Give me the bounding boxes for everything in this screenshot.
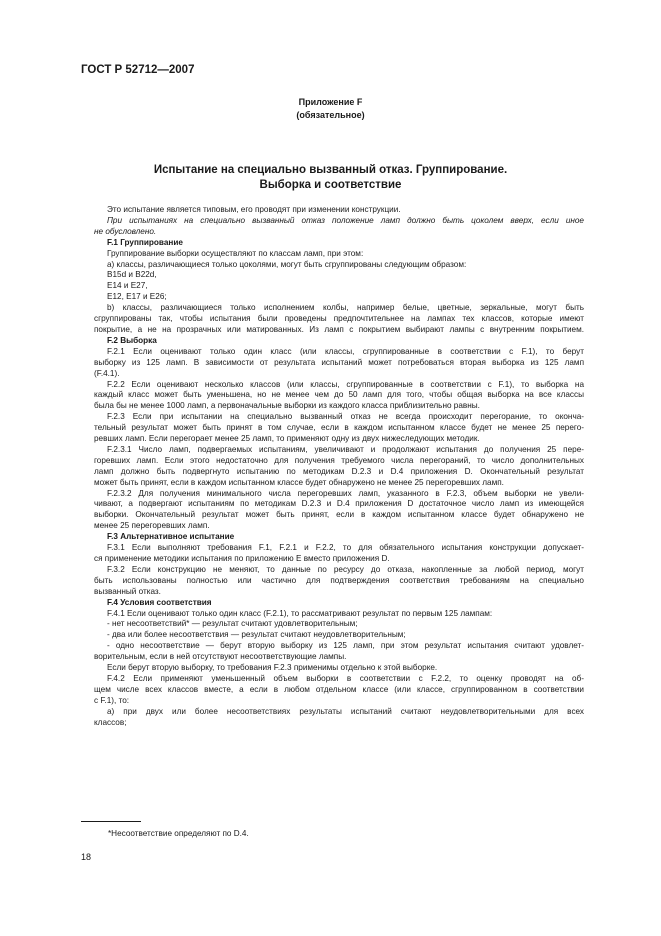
text-line: F.4.1 Если оценивают только один класс (F.2.1), то рассматривают результат по первым 125 лампам:: [107, 608, 493, 618]
text-line: (F.4.1).: [94, 368, 120, 378]
text-line: F.4 Условия соответствия: [107, 597, 212, 607]
text-line: F.3.1 Если выполняют требования F.1, F.2.1 и F.2.2, то для обязательного испытания конструкции допускает-: [107, 543, 584, 553]
text-line: ворительным, если в ней отсутствуют несоответствующие лампы.: [94, 652, 347, 662]
page-number: 18: [81, 852, 92, 862]
text-line: Если берут вторую выборку, то требования F.2.3 применимы отдельно к этой выборке.: [107, 663, 438, 673]
text-line: была бы не менее 1000 ламп, а первоначальные выборки из каждого класса приблизительно равны.: [94, 401, 480, 411]
standard-header: ГОСТ Р 52712—2007: [81, 64, 195, 76]
text-line: ревших ламп. Если перегорает менее 25 ламп, то применяют одну из двух нижеследующих методик.: [94, 434, 480, 444]
text-line: а) при двух или более несоответствиях результаты испытаний считают неудовлетворительными для всех: [107, 706, 584, 716]
text-line: покрытие, а не на прозрачных или матированных. Из ламп с покрытием выбирают лампы с внутренним покрытием.: [94, 324, 584, 334]
text-line: чивают, а подвергают испытаниям по методикам D.2.3 и D.4 приложения D достаточное число ламп из имеющейся: [94, 499, 584, 509]
text-line: F.2.3.1 Число ламп, подвергаемых испытаниям, увеличивают и продолжают испытания до получения 25 пере-: [107, 444, 584, 454]
annex-title-line-1: Испытание на специально вызванный отказ. Группирование.: [153, 164, 508, 176]
text-line: F.4.2 Если применяют уменьшенный объем выборки в соответствии с F.2.2, то оценку проводят на об-: [107, 673, 584, 683]
text-line: F.2.1 Если оценивают только один класс (или классы, сгруппированные в соответствии с F.1), то берут: [107, 346, 584, 356]
text-line: B15d и B22d,: [107, 270, 157, 280]
text-line: - два или более несоответствия — результат считают неудовлетворительным;: [107, 630, 406, 640]
annex-title-line-2: Выборка и соответствие: [259, 179, 402, 191]
text-line: щем числе всех классов вместе, а если в любом отдельном классе (или классе, сгруппированном в соответствии: [94, 684, 584, 694]
text-line: выборку из 125 ламп. В зависимости от результата испытаний может потребоваться вторая выборка из 125 ламп: [94, 357, 584, 367]
text-line: F.2.2 Если оценивают несколько классов (или классы, сгруппированные в соответствии с F.1), то выборка на: [107, 379, 584, 389]
text-line: F.3.2 Если конструкцию не меняют, то данные по ресурсу до отказа, накопленные за любой период, могут: [107, 564, 584, 574]
text-line: E12, E17 и E26;: [107, 292, 167, 302]
text-line: сгруппированы так, чтобы испытания были проведены предпочтительнее на лампах тех классов, которые имеют: [94, 314, 584, 324]
text-line: быть использованы полностью или частично для подтверждения соответствия требованиям на специально: [94, 575, 584, 585]
text-line: F.2.3 Если при испытании на специально вызванный отказ не всегда происходит перегорание, то оконча-: [107, 412, 584, 422]
text-line: b) классы, различающиеся только исполнением колбы, например белые, цветные, зеркальные, могут быть: [107, 303, 584, 313]
text-line: При испытаниях на специально вызванный отказ положение ламп должно быть цоколем вверх, если иное: [107, 215, 584, 225]
text-line: F.3 Альтернативное испытание: [107, 532, 235, 542]
text-line: Это испытание является типовым, его проводят при изменении конструкции.: [107, 205, 401, 214]
annex-status: (обязательное): [296, 110, 365, 120]
text-line: E14 и E27,: [107, 281, 148, 291]
text-line: F.2.3.2 Для получения минимального числа перегоревших ламп, указанного в F.2.3, объем выборки не увели-: [107, 488, 584, 498]
text-line: - одно несоответствие — берут вторую выборку из 125 ламп, при этом результат испытания считают удовлет-: [107, 641, 584, 651]
text-line: ламп должно быть подвергнуто испытанию по методикам D.2.3 и D.4 приложения D. Окончательный результат: [94, 466, 584, 476]
text-line: каждый класс может быть уменьшена, но не менее чем до 50 ламп для того, чтобы общая выборка на все классы: [94, 390, 584, 400]
text-line: может быть принят, если в каждом испытанном классе будет обнаружено не менее 25 перегоревших ламп.: [94, 477, 504, 487]
text-line: выборки. Окончательный результат может быть принят, если в каждом испытанном классе будет обнаружено не: [94, 510, 584, 520]
text-line: горевших ламп. Если этого недостаточно для получения требуемого числа перегораний, то число дополнительных: [94, 455, 584, 465]
text-line: вызванный отказ.: [94, 586, 161, 596]
text-line: классов;: [94, 717, 127, 727]
footnote-rule: [81, 821, 141, 822]
text-line: не обусловлено.: [94, 226, 157, 236]
text-line: ся применение методики испытания по приложению Е вместо приложения D.: [94, 554, 390, 563]
text-line: с F.1), то:: [94, 695, 130, 705]
text-line: менее 25 перегоревших ламп.: [94, 521, 210, 531]
text-line: F.2 Выборка: [107, 335, 157, 345]
footnote: *Несоответствие определяют по D.4.: [108, 829, 249, 838]
text-line: тельный результат может быть принят в том случае, если в каждом испытанном классе будет не менее 25 перего-: [94, 423, 584, 433]
annex-label: Приложение F: [298, 97, 363, 107]
text-line: F.1 Группирование: [107, 237, 183, 247]
text-line: а) классы, различающиеся только цоколями, могут быть сгруппированы следующим образом:: [107, 259, 467, 269]
text-line: - нет несоответствий* — результат считают удовлетворительным;: [107, 619, 358, 629]
text-line: Группирование выборки осуществляют по классам ламп, при этом:: [107, 248, 364, 258]
annex-body: [94, 205, 584, 729]
